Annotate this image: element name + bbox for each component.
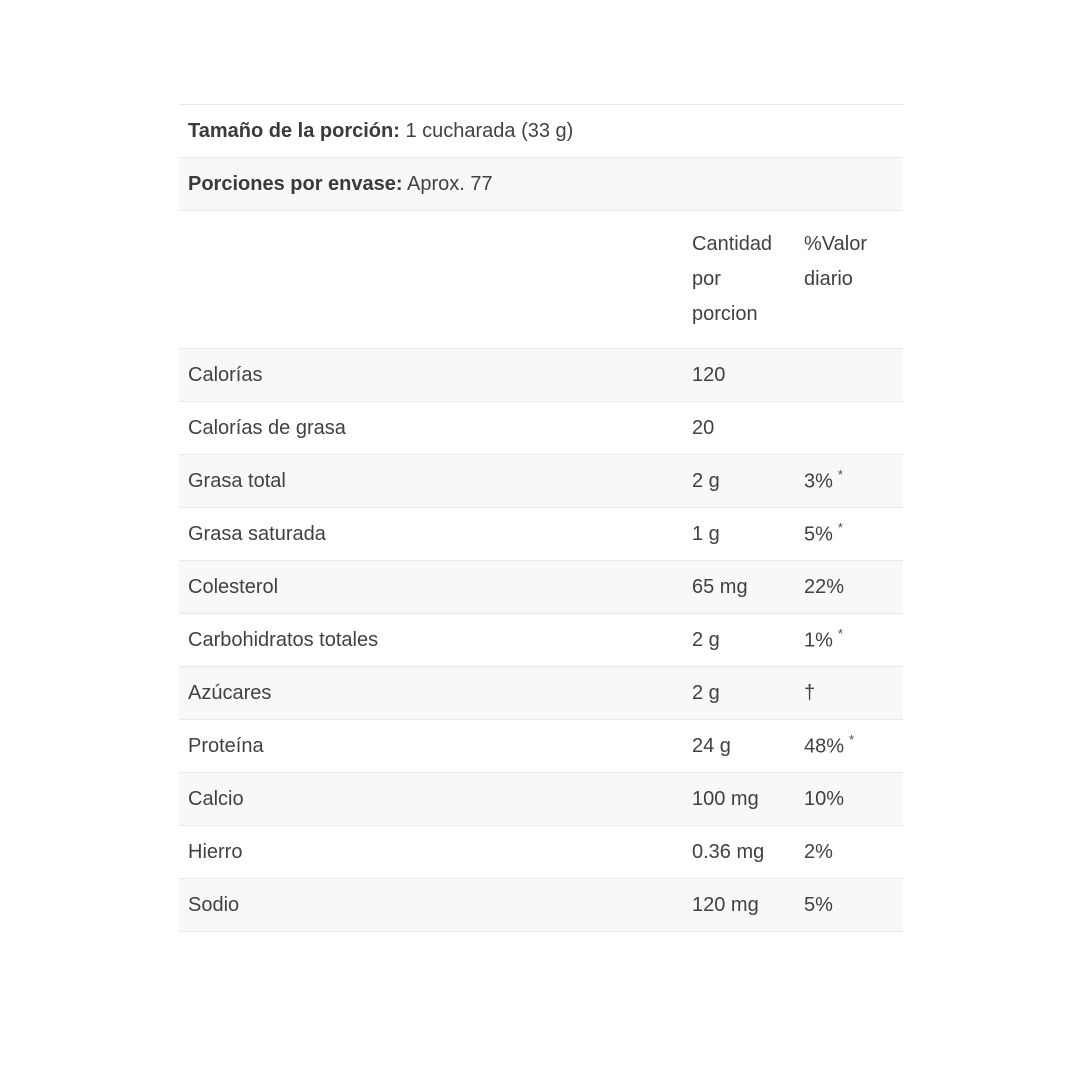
dv-text: †	[804, 681, 816, 704]
nutrient-label: Proteína	[188, 734, 264, 757]
servings-per-container-row	[179, 158, 903, 211]
nutrient-label: Grasa saturada	[188, 522, 326, 545]
nutrient-daily-value	[804, 349, 903, 402]
dv-text: 3%	[804, 470, 833, 493]
nutrient-daily-value	[804, 720, 903, 773]
nutrient-amount: 1 g	[692, 522, 720, 545]
nutrient-label: Calorías de grasa	[188, 416, 346, 439]
dv-text: 48%	[804, 735, 845, 758]
nutrient-label: Calorías	[188, 363, 263, 386]
nutrient-daily-value	[804, 614, 903, 667]
column-header-row	[179, 211, 903, 349]
nutrient-amount: 20	[692, 416, 715, 439]
nutrient-row	[179, 879, 903, 932]
nutrient-daily-value	[804, 508, 903, 561]
dv-asterisk-note: *	[837, 520, 843, 536]
nutrient-label: Grasa total	[188, 469, 286, 492]
nutrition-table-body	[179, 105, 903, 932]
nutrient-amount: 0.36 mg	[692, 840, 765, 863]
nutrient-daily-value	[804, 402, 903, 455]
nutrient-amount: 120	[692, 363, 726, 386]
serving-size-label: Tamaño de la porción:	[188, 119, 400, 142]
nutrient-daily-value	[804, 826, 903, 879]
dv-asterisk-note: *	[849, 732, 855, 748]
nutrient-label: Calcio	[188, 787, 244, 810]
nutrient-amount: 120 mg	[692, 893, 759, 916]
nutrient-label: Sodio	[188, 893, 240, 916]
serving-size-value: 1 cucharada (33 g)	[405, 119, 574, 142]
nutrition-table	[179, 104, 903, 932]
dv-column-header: %Valor diario	[804, 233, 867, 290]
dv-text: 5%	[804, 893, 833, 916]
serving-size-row	[179, 105, 903, 158]
nutrient-amount: 100 mg	[692, 787, 759, 810]
dv-text: 5%	[804, 523, 833, 546]
nutrient-row	[179, 720, 903, 773]
servings-per-container-value: Aprox. 77	[406, 172, 493, 195]
nutrient-daily-value	[804, 773, 903, 826]
nutrient-daily-value	[804, 667, 903, 720]
servings-per-container-cell	[179, 158, 903, 211]
nutrient-row	[179, 667, 903, 720]
servings-per-container-label: Porciones por envase:	[188, 172, 403, 195]
nutrient-label: Azúcares	[188, 681, 272, 704]
nutrition-facts-panel	[179, 104, 903, 932]
nutrient-row	[179, 349, 903, 402]
nutrient-label: Colesterol	[188, 575, 279, 598]
dv-asterisk-note: *	[837, 467, 843, 483]
dv-asterisk-note: *	[837, 626, 843, 642]
nutrient-row	[179, 826, 903, 879]
nutrient-amount: 2 g	[692, 681, 720, 704]
nutrient-daily-value	[804, 455, 903, 508]
nutrient-row	[179, 561, 903, 614]
nutrient-row	[179, 614, 903, 667]
amount-column-header: Cantidad por porcion	[692, 233, 773, 325]
nutrient-label: Carbohidratos totales	[188, 628, 379, 651]
empty-header-cell	[179, 211, 692, 349]
dv-text: 22%	[804, 575, 845, 598]
dv-text: 10%	[804, 787, 845, 810]
nutrient-amount: 2 g	[692, 628, 720, 651]
nutrient-row	[179, 508, 903, 561]
nutrient-amount: 24 g	[692, 734, 731, 757]
nutrient-daily-value	[804, 561, 903, 614]
nutrient-row	[179, 402, 903, 455]
nutrient-amount: 65 mg	[692, 575, 748, 598]
nutrient-row	[179, 455, 903, 508]
serving-size-cell	[179, 105, 903, 158]
dv-text: 1%	[804, 629, 833, 652]
nutrient-label: Hierro	[188, 840, 243, 863]
nutrient-amount: 2 g	[692, 469, 720, 492]
dv-text: 2%	[804, 840, 833, 863]
nutrient-daily-value	[804, 879, 903, 932]
nutrient-row	[179, 773, 903, 826]
